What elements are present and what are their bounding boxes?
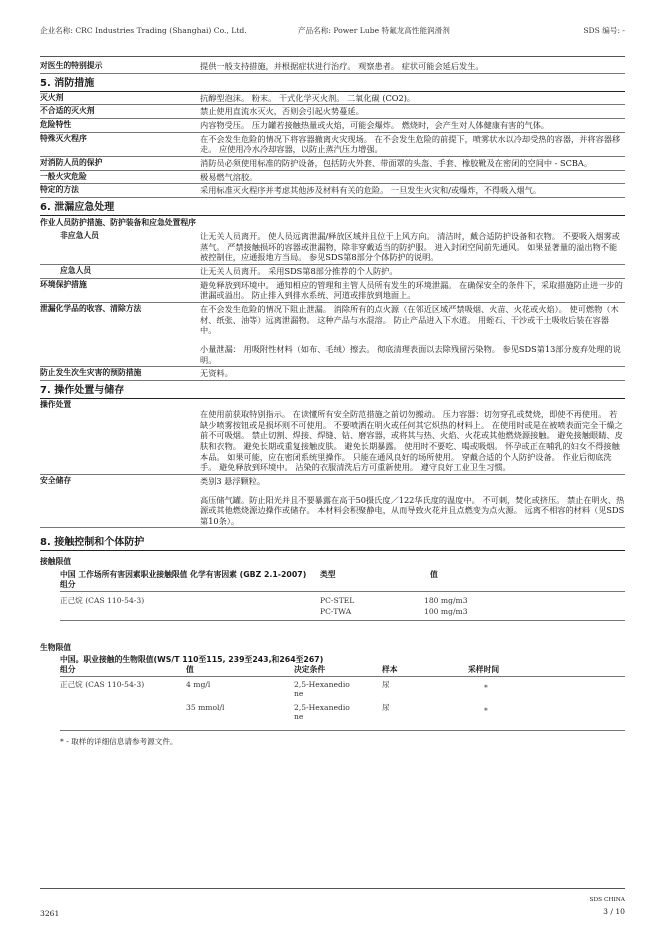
bio-condition-cont: ne: [294, 688, 304, 698]
limit-type: PC-STEL: [320, 595, 355, 605]
bio-value: 4 mg/l: [186, 679, 211, 689]
header-company: [40, 26, 300, 36]
cleanup-row: [40, 303, 625, 367]
footnote: * - 取样的详细信息请参考源文件。: [60, 736, 178, 746]
section-5-row: [40, 92, 625, 106]
row-value: 让无关人员离开。 使人员远离泄漏/释放区域并且位于上风方向。 清洁时，戴合适防护设备和衣物。 不要吸入烟雾或蒸气。 严禁接触损坏的容器或泄漏物，除非穿戴适当的防护服。 进入封闭空间前先通风。 如果显著量的溢出物不能被控制住，应通报地方当局。 参见SDS第8部分个体防护的说明。: [200, 231, 620, 263]
row-value: 无资料。: [200, 368, 233, 379]
row-value: 采用标准灭火程序并考虑其他涉及材料有关的危险。 一旦发生火灾和/或爆炸，不得吸入烟气。: [200, 185, 542, 196]
company-name: CRC Industries Trading (Shanghai) Co., Ltd.: [75, 26, 247, 35]
sds-value: -: [622, 26, 625, 35]
cleanup-text-2: 小量泄漏： 用吸附性材料（如布、毛绒）擦去。 彻底清理表面以去除残留污染物。 参见SDS第13部分废弃处理的说明。: [200, 343, 621, 365]
section-5-rows: [40, 92, 625, 198]
limit-type: PC-TWA: [320, 606, 352, 616]
bio-sample: 尿: [382, 702, 390, 712]
product-label: 产品名称:: [298, 26, 331, 35]
col-value: 值: [186, 664, 194, 674]
row-value: 消防员必须使用标准的防护设备，包括防火外套、带面罩的头盔、手套、橡胶靴及在密闭的空间中 - SCBA。: [200, 157, 593, 168]
table-row: [60, 680, 625, 730]
header-product: [298, 26, 518, 36]
row-value: 让无关人员离开。 采用SDS第8部分推荐的个人防护。: [200, 266, 398, 276]
bio-condition-cont: ne: [294, 711, 304, 721]
row-value: 在不会发生危险的情况下将容器撤离火灾现场。 在不会发生危险的前提下，喷雾状水以冷却受热的容器，并将容器移走。 应使用冷水冷却容器，以防止蒸汽压力增强。: [200, 133, 621, 155]
oel-table-title: 中国 工作场所有害因素职业接触限值 化学有害因素 (GBZ 2.1-2007): [60, 569, 307, 579]
row-label: 危险特性: [40, 119, 72, 129]
company-label: 企业名称:: [40, 26, 73, 35]
environment-row: [40, 279, 625, 303]
limit-value: 100 mg/m3: [424, 606, 468, 616]
bio-time: *: [484, 705, 488, 715]
row-value: [200, 303, 625, 366]
component-name: 正己烷 (CAS 110-54-3): [60, 595, 145, 605]
table-row: [60, 596, 625, 620]
col-condition: 决定条件: [294, 664, 326, 674]
row-label: 泄漏化学品的收容、清除方法: [40, 303, 142, 313]
table-divider: [60, 730, 625, 731]
col-sample: 样本: [382, 664, 398, 674]
bio-condition: 2,5-Hexanedio: [294, 679, 350, 689]
product-name: Power Lube 特氟龙高性能润滑剂: [333, 26, 450, 35]
row-value: 提供一般支持措施，并根据症状进行治疗。 观察患者。 症状可能会延后发生。: [200, 61, 484, 71]
secondary-row: [40, 367, 625, 381]
row-label: 对医生的特别提示: [40, 61, 103, 70]
bio-table-header: [60, 665, 625, 677]
section-6-title: 6. 泄漏应急处理: [40, 199, 625, 216]
col-component: 组分: [60, 579, 76, 589]
bio-sample: 尿: [382, 679, 390, 689]
section-6-subheading: 作业人员防护措施、防护装备和应急处置程序: [40, 217, 196, 227]
emergency-row: [40, 265, 625, 279]
row-value: 在使用前获取特别指示。 在读懂所有安全防范措施之前切勿搬动。 压力容器：切勿穿孔或焚烧，即使不再使用。 若缺少喷雾按钮或是损坏则不可使用。 不要喷洒在明火或任何其它炽热的材料上。 在使用时或是在被喷表面完全干燥之前不可吸烟。 禁止切割、焊接、焊缝、钻、磨容器，或将其与热、火焰、火花或其他燃烧源接触。 避免接触眼睛、皮肤和衣物。 避免长期或重复接触皮肤。 避免长期暴露。 使用时不要吃、喝或吸烟。 怀孕或正在哺乳的妇女不得接触本品。 如果可能，应在密闭系统里操作。 只能在通风良好的场所使用。 穿戴合适的个人防护设备。 作业后彻底洗手。 避免释放到环境中。 沾染的衣服清洗后方可重新使用。 遵守良好工业卫生习惯。: [200, 408, 623, 473]
row-label: 应急人员: [60, 266, 92, 275]
row-label: 一般火灾危险: [40, 171, 87, 181]
exposure-limits-heading: 接触限值: [40, 557, 72, 567]
header-sds: [583, 26, 625, 36]
col-component: 组分: [60, 664, 76, 674]
row-value: 极易燃气溶胶。: [200, 171, 258, 182]
footer-sds-country: SDS CHINA: [589, 897, 625, 903]
section-5-row: [40, 133, 625, 157]
row-value: [200, 475, 625, 528]
row-value: 避免释放到环境中。 通知相应的管理和主管人员所有发生的环境泄漏。 在确保安全的条件下，采取措施防止进一步的泄漏或溢出。 防止排入到排水系统、河道或排放到地面上。: [200, 279, 623, 301]
footer-divider: [40, 888, 625, 889]
row-label: 安全储存: [40, 475, 72, 485]
row-label: 特殊灭火程序: [40, 133, 87, 143]
row-label: 非应急人员: [60, 231, 99, 241]
row-value: 抗醇型泡沫。 粉末。 干式化学灭火剂。 二氧化碳 (CO2)。: [200, 92, 416, 103]
limit-value: 180 mg/m3: [424, 595, 468, 605]
row-label: 对消防人员的保护: [40, 157, 103, 167]
section-5-row: [40, 119, 625, 133]
row-label: 特定的方法: [40, 185, 79, 195]
footer-page-number: 3 / 10: [603, 907, 625, 916]
col-sampling-time: 采样时间: [468, 664, 500, 674]
section-5-row: [40, 105, 625, 119]
row-label: 操作处置: [40, 399, 72, 409]
row-label: 不合适的灭火剂: [40, 106, 95, 116]
section-7-title: 7. 操作处置与储存: [40, 382, 625, 399]
row-value: 内容物受压。 压力罐若接触热量或火焰，可能会爆炸。 燃烧时，会产生对人体健康有害的气体。: [200, 119, 550, 130]
col-type: 类型: [320, 569, 336, 579]
bio-condition: 2,5-Hexanedio: [294, 702, 350, 712]
main-content: [40, 60, 625, 747]
bio-value: 35 mmol/l: [186, 702, 225, 712]
col-value: 值: [430, 569, 438, 579]
section-5-title: 5. 消防措施: [40, 75, 625, 92]
row-label: 环境保护措施: [40, 279, 87, 289]
cleanup-text-1: 在不会发生危险的情况下阻止泄漏。 消除所有的点火源（在邻近区域严禁吸烟、火苗、火花或火焰）。 使可燃物（木材、纸张、油等）远离泄漏物。 这种产品与水混溶。 防止产品进入下水道。 用蛭石、干沙或干土吸收后装在容器中。: [200, 303, 619, 336]
sds-label: SDS 编号:: [583, 26, 620, 35]
footer-doc-number: 3261: [40, 909, 60, 918]
bio-limits-heading: 生物限值: [40, 642, 72, 652]
storage-text-1: 类别3 悬浮颗粒。: [200, 475, 266, 486]
storage-row: [40, 475, 625, 529]
header-divider: [40, 56, 625, 57]
storage-text-2: 高压储气罐。防止阳光并且不要暴露在高于50摄氏度／122华氏度的温度中。 不可刺，焚化或挤压。 禁止在明火、热源或其他燃烧源边操作或储存。 本材料会积聚静电，从而导致火花并且点燃变为点火源。 远离不相容的材料（见SDS第10条）。: [200, 494, 625, 526]
handling-row: [40, 399, 625, 475]
section-5-row: [40, 157, 625, 171]
section-5-row: [40, 184, 625, 198]
section-5-row: [40, 171, 625, 185]
row-label: 防止发生次生灾害的预防措施: [40, 368, 142, 378]
bio-time: *: [484, 682, 488, 692]
row-label: 灭火剂: [40, 92, 64, 102]
bio-table-title: 中国。职业接触的生物限值(WS/T 110至115, 239至243,和264至267): [60, 654, 324, 664]
doctor-note-row: [40, 60, 625, 74]
section-8-title: 8. 接触控制和个体防护: [40, 534, 625, 551]
component-name: 正己烷 (CAS 110-54-3): [60, 679, 145, 689]
non-emergency-row: [40, 230, 625, 265]
row-value: 禁止使用直流水灭火，否则会引起火势蔓延。: [200, 106, 364, 117]
